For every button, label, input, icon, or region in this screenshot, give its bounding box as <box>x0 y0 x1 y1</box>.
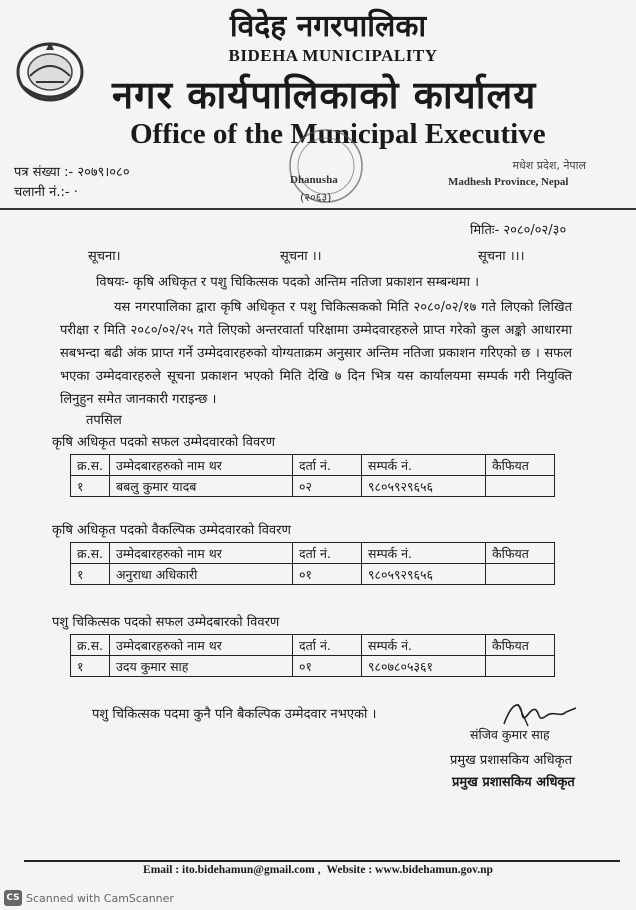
office-name-nepali: नगर कार्यपालिकाको कार्यालय <box>112 73 537 117</box>
column-header: उम्मेदबारहरुको नाम थर <box>110 543 293 564</box>
notice-label-2: सूचना ।। <box>280 249 322 264</box>
table-header-row <box>71 635 555 656</box>
column-header: दर्ता नं. <box>293 635 362 656</box>
table-header-row <box>71 455 555 476</box>
table-cell: ०१ <box>293 656 362 677</box>
column-header: कैफियत <box>486 635 555 656</box>
reference-number: पत्र संख्या :- २०७९।०८० <box>14 165 130 180</box>
stamp-district: Dhanusha <box>290 174 338 186</box>
column-header: कैफियत <box>486 543 555 564</box>
column-header: सम्पर्क नं. <box>362 543 486 564</box>
letter-date: मितिः- २०८०/०२/३० <box>470 223 567 238</box>
footer-email: Email : ito.bidehamun@gmail.com <box>143 864 315 876</box>
table-cell: ०२ <box>293 476 362 497</box>
details-label: तपसिल <box>86 413 122 428</box>
letter-subject: विषयः- कृषि अधिकृत र पशु चिकित्सक पदको अन्तिम नतिजा प्रकाशन सम्बन्धमा । <box>96 275 480 290</box>
table-cell: ९८०७८०५३६१ <box>362 656 486 677</box>
column-header: क्र.स. <box>71 543 110 564</box>
scanner-watermark: Scanned with CamScanner <box>26 892 174 905</box>
table-cell: १ <box>71 656 110 677</box>
table-cell: ९८०५९२९६५६ <box>362 476 486 497</box>
notice-label-3: सूचना ।।। <box>478 249 525 264</box>
municipality-name-nepali: विदेह नगरपालिका <box>229 9 427 44</box>
table-cell: १ <box>71 564 110 585</box>
notice-label-1: सूचना। <box>88 249 121 264</box>
signatory-post-stamp: प्रमुख प्रशासकिय अधिकृत <box>452 775 575 790</box>
signatory-name: संजिव कुमार साह <box>470 727 550 742</box>
office-name-english: Office of the Municipal Executive <box>130 118 546 150</box>
section-title: कृषि अधिकृत पदको सफल उम्मेदवारको विवरण <box>52 435 275 450</box>
table-cell <box>486 476 555 497</box>
camscanner-logo-icon: CS <box>4 890 22 906</box>
table-row <box>71 564 555 585</box>
table-header-row <box>71 543 555 564</box>
column-header: दर्ता नं. <box>293 455 362 476</box>
body-paragraph <box>60 296 572 411</box>
table-cell: ०१ <box>293 564 362 585</box>
signatory-post: प्रमुख प्रशासकिय अधिकृत <box>450 753 573 768</box>
footer-website: Website : www.bidehamun.gov.np <box>326 864 493 876</box>
body-paragraph-text: यस नगरपालिका द्वारा कृषि अधिकृत र पशु चिकित्सकको मिति २०८०/०२/१७ गते लिएको लिखित परीक्षा र मिति २०८०/०२/२५ गते लिएको अन्तरवार्ता परिक्षामा उम्मेदवारहरुले प्राप्त गरेको कुल अङ्को आधारमा सबभन्दा बढी अंक प्राप्त गर्ने उम्मेदवारहरुको योग्यताक्रम अनुसार अन्तिम नतिजा प्रकाशन गरिएको छ । सफल भएका उम्मेदवारहरुले सूचना प्रकाशन भएको मिति देखि ७ दिन भित्र यस कार्यालयमा सम्पर्क गरी नियुक्ति लिनुहुन समेत जानकारी गराइन्छ । <box>60 300 572 407</box>
table-row <box>71 656 555 677</box>
column-header: क्र.स. <box>71 455 110 476</box>
column-header: सम्पर्क नं. <box>362 635 486 656</box>
candidate-table <box>70 542 555 585</box>
table-cell: अनुराधा अधिकारी <box>110 564 293 585</box>
column-header: उम्मेदबारहरुको नाम थर <box>110 635 293 656</box>
stamp-code: (२०६३) <box>300 191 332 204</box>
table-cell <box>486 656 555 677</box>
header-divider <box>0 208 636 210</box>
column-header: उम्मेदबारहरुको नाम थर <box>110 455 293 476</box>
province-nepali: मधेश प्रदेश, नेपाल <box>512 159 586 172</box>
footer-divider <box>24 860 620 862</box>
column-header: कैफियत <box>486 455 555 476</box>
section-title: पशु चिकित्सक पदको सफल उम्मेदबारको विवरण <box>52 615 280 630</box>
table-cell: उदय कुमार साह <box>110 656 293 677</box>
table-cell: ९८०५९२९६५६ <box>362 564 486 585</box>
column-header: सम्पर्क नं. <box>362 455 486 476</box>
dispatch-number: चलानी नं.:- · <box>14 185 78 200</box>
column-header: क्र.स. <box>71 635 110 656</box>
table-cell: बबलु कुमार यादब <box>110 476 293 497</box>
candidate-table <box>70 634 555 677</box>
table-row <box>71 476 555 497</box>
candidate-table <box>70 454 555 497</box>
municipality-name-english: BIDEHA MUNICIPALITY <box>228 46 438 65</box>
column-header: दर्ता नं. <box>293 543 362 564</box>
footer-contact: Email : ito.bidehamun@gmail.com , Website : www.bidehamun.gov.np <box>143 864 493 876</box>
footnote: पशु चिकित्सक पदमा कुनै पनि बैकल्पिक उम्मेदवार नभएको । <box>92 707 377 722</box>
section-title: कृषि अधिकृत पदको वैकल्पिक उम्मेदवारको विवरण <box>52 523 291 538</box>
table-cell: १ <box>71 476 110 497</box>
province-english: Madhesh Province, Nepal <box>448 176 569 188</box>
table-cell <box>486 564 555 585</box>
